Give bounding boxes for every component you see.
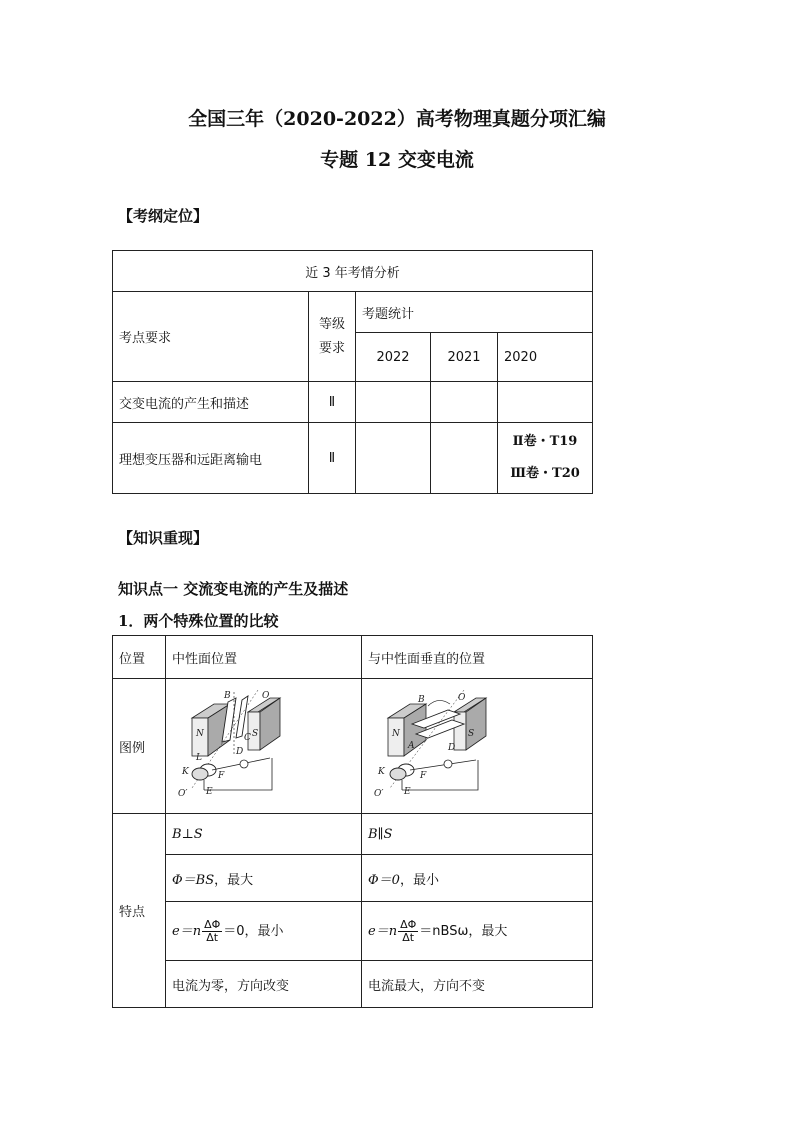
label-f: F <box>420 771 427 781</box>
emf-fraction <box>202 919 222 944</box>
label-s: S <box>468 729 475 739</box>
diagram-perpendicular-cell <box>362 679 593 814</box>
label-e: E <box>404 787 411 797</box>
label-b: B <box>418 695 425 705</box>
emf-numerator: ΔΦ <box>400 917 417 931</box>
generator-perpendicular-diagram <box>368 688 488 800</box>
col-level-line2: 要求 <box>318 340 345 356</box>
diagram-label: 图例 <box>113 679 166 814</box>
emf-prefix: e＝n <box>368 923 398 939</box>
feature-emf-min <box>166 902 362 961</box>
flux-expr: Φ＝0 <box>368 872 400 888</box>
subheading: 1．两个特殊位置的比较 <box>118 612 279 630</box>
head-perpendicular: 与中性面垂直的位置 <box>362 636 593 679</box>
label-o-prime: O′ <box>374 789 384 799</box>
label-k: K <box>378 767 385 777</box>
section-outline-label: 【考纲定位】 <box>118 207 209 225</box>
flux-note: ，最大 <box>214 872 254 888</box>
label-n: N <box>196 729 204 739</box>
outline-caption: 近 3 年考情分析 <box>113 251 593 292</box>
label-s: S <box>252 729 259 739</box>
row-2021 <box>431 382 498 423</box>
section-knowledge-label: 【知识重现】 <box>118 529 209 547</box>
row-level: Ⅱ <box>309 423 356 494</box>
document-title: 全国三年（2020-2022）高考物理真题分项汇编 <box>188 108 606 130</box>
label-b: B <box>224 691 231 701</box>
label-n: N <box>392 729 400 739</box>
feature-b-parallel: B∥S <box>362 814 593 855</box>
knowledge-point-heading: 知识点一 交流变电流的产生及描述 <box>118 580 349 598</box>
emf-prefix: e＝n <box>172 923 202 939</box>
label-f: F <box>218 771 225 781</box>
emf-numerator: ΔΦ <box>204 917 221 931</box>
year-2022-header: 2022 <box>356 333 431 382</box>
year-2021-header: 2021 <box>431 333 498 382</box>
head-position: 位置 <box>113 636 166 679</box>
row-2020 <box>498 382 593 423</box>
label-a: A <box>408 741 415 751</box>
row-2020-item: Ⅱ卷・T19 <box>512 434 578 449</box>
feature-current-zero: 电流为零，方向改变 <box>166 961 362 1008</box>
outline-table <box>112 250 593 494</box>
feature-b-perp: B⊥S <box>166 814 362 855</box>
emf-fraction <box>398 919 418 944</box>
head-neutral: 中性面位置 <box>166 636 362 679</box>
label-d: D <box>236 747 244 757</box>
row-2022 <box>356 423 431 494</box>
label-l: L <box>196 753 202 763</box>
document-subtitle: 专题 12 交变电流 <box>320 149 474 171</box>
row-2021 <box>431 423 498 494</box>
feature-current-max: 电流最大，方向不变 <box>362 961 593 1008</box>
feature-label: 特点 <box>113 814 166 1008</box>
label-o: O <box>262 691 270 701</box>
row-2020-item: Ⅲ卷・T20 <box>510 466 580 481</box>
label-c: C <box>244 733 251 743</box>
diagram-neutral-cell <box>166 679 362 814</box>
feature-emf-max <box>362 902 593 961</box>
row-point: 理想变压器和远距离输电 <box>113 423 309 494</box>
row-2020 <box>498 423 593 494</box>
row-2022 <box>356 382 431 423</box>
emf-denominator: Δt <box>206 930 219 944</box>
generator-neutral-diagram <box>172 688 282 800</box>
flux-note: ，最小 <box>399 872 439 888</box>
col-level-line1: 等级 <box>318 316 345 332</box>
col-point-header: 考点要求 <box>113 292 309 382</box>
label-o-prime: O′ <box>178 789 188 799</box>
label-o: O <box>458 693 466 703</box>
label-d: D <box>448 743 456 753</box>
year-2020-header: 2020 <box>498 333 593 382</box>
emf-suffix: ＝0，最小 <box>223 923 284 939</box>
col-stats-header: 考题统计 <box>356 292 593 333</box>
emf-suffix: ＝nBSω，最大 <box>419 923 508 939</box>
flux-expr: Φ＝BS <box>172 872 215 888</box>
col-level-header <box>309 292 356 382</box>
feature-flux-max <box>166 855 362 902</box>
compare-table <box>112 635 593 1008</box>
row-point: 交变电流的产生和描述 <box>113 382 309 423</box>
row-level: Ⅱ <box>309 382 356 423</box>
emf-denominator: Δt <box>402 930 415 944</box>
feature-flux-min <box>362 855 593 902</box>
label-e: E <box>206 787 213 797</box>
label-k: K <box>182 767 189 777</box>
